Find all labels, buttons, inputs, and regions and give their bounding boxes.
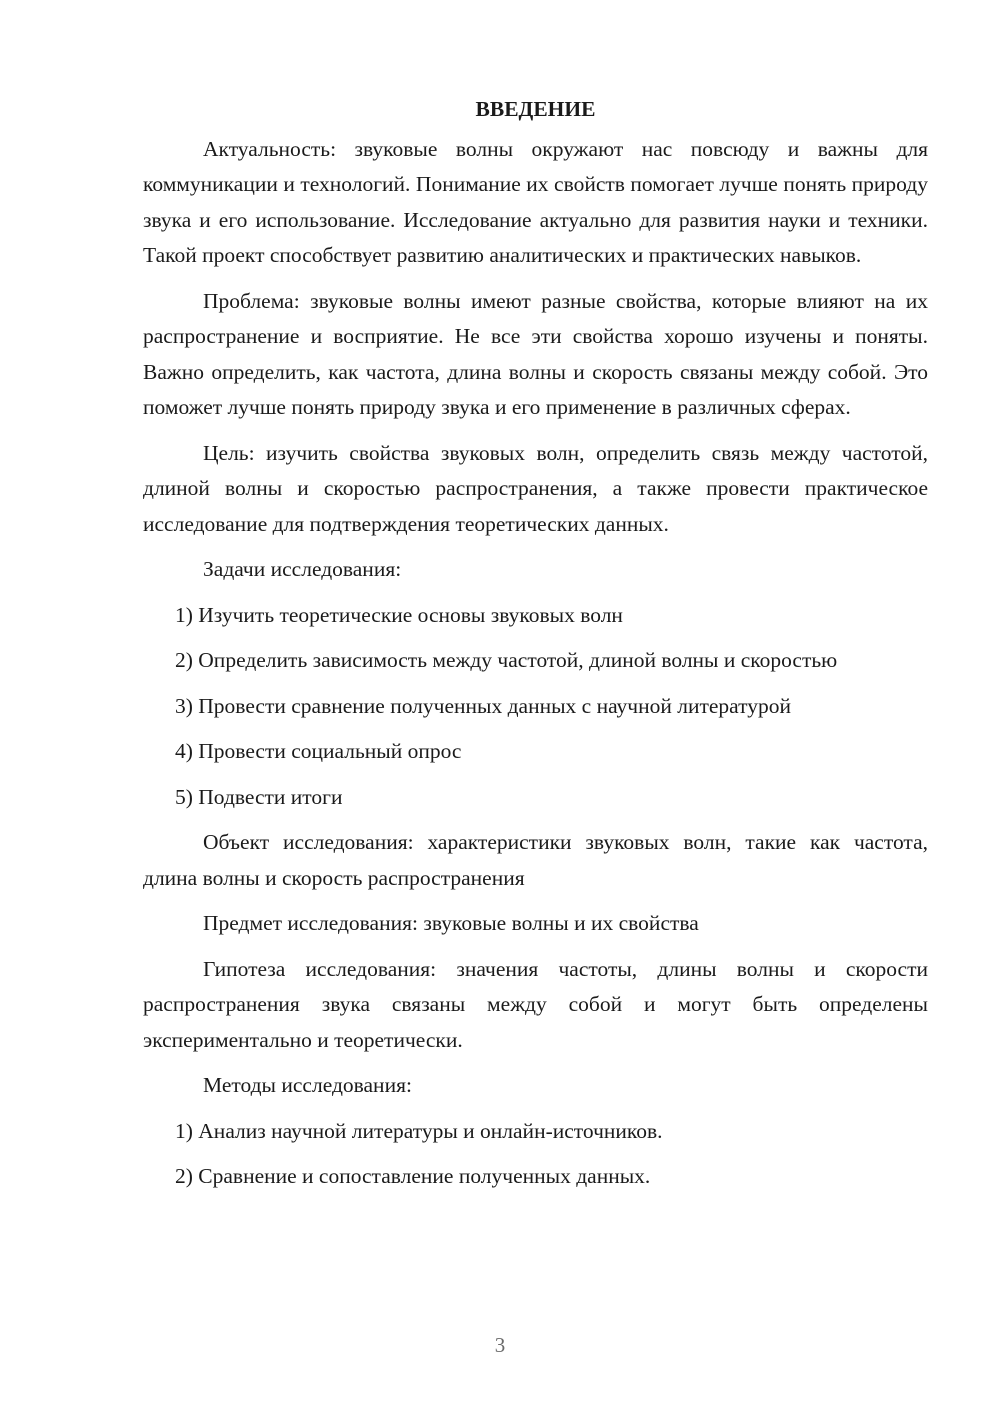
task-item: 3) Провести сравнение полученных данных с научной литературой <box>175 693 792 718</box>
problem-paragraph: Проблема: звуковые волны имеют разные свойства, которые влияют на их распространение и восприятие. Не все эти свойства хорошо изучены и поняты. Важно определить, как частота, длина волны и скорость связаны между собой. Это поможет лучше понять природу звука и его применение в различных сферах. <box>143 288 928 419</box>
task-item: 1) Изучить теоретические основы звуковых волн <box>175 602 623 627</box>
tasks-heading: Задачи исследования: <box>203 557 402 581</box>
section-title: ВВЕДЕНИЕ <box>475 97 596 121</box>
methods-heading: Методы исследования: <box>203 1073 412 1097</box>
task-item: 5) Подвести итоги <box>175 784 343 809</box>
actuality-paragraph: Актуальность: звуковые волны окружают нас повсюду и важны для коммуникации и технологий. Понимание их свойств помогает лучше понять природу звука и его использование. Исследование актуально для развития науки и техники. Такой проект способствует развитию аналитических и практических навыков. <box>143 136 928 267</box>
goal-paragraph: Цель: изучить свойства звуковых волн, определить связь между частотой, длиной волны и скоростью распространения, а также провести практическое исследование для подтверждения теоретических данных. <box>143 440 928 536</box>
task-item: 4) Провести социальный опрос <box>175 739 462 763</box>
method-item: 2) Сравнение и сопоставление полученных данных. <box>175 1164 651 1188</box>
method-item: 1) Анализ научной литературы и онлайн-источников. <box>175 1118 663 1143</box>
page-number: 3 <box>494 1333 506 1357</box>
subject-paragraph: Предмет исследования: звуковые волны и их свойства <box>203 911 699 935</box>
document-page <box>143 92 928 1205</box>
task-item: 2) Определить зависимость между частотой, длиной волны и скоростью <box>175 648 838 672</box>
hypothesis-paragraph: Гипотеза исследования: значения частоты, длины волны и скорости распространения звука связаны между собой и могут быть определены экспериментально и теоретически. <box>143 956 928 1052</box>
object-paragraph: Объект исследования: характеристики звуковых волн, такие как частота, длина волны и скорость распространения <box>143 830 928 890</box>
